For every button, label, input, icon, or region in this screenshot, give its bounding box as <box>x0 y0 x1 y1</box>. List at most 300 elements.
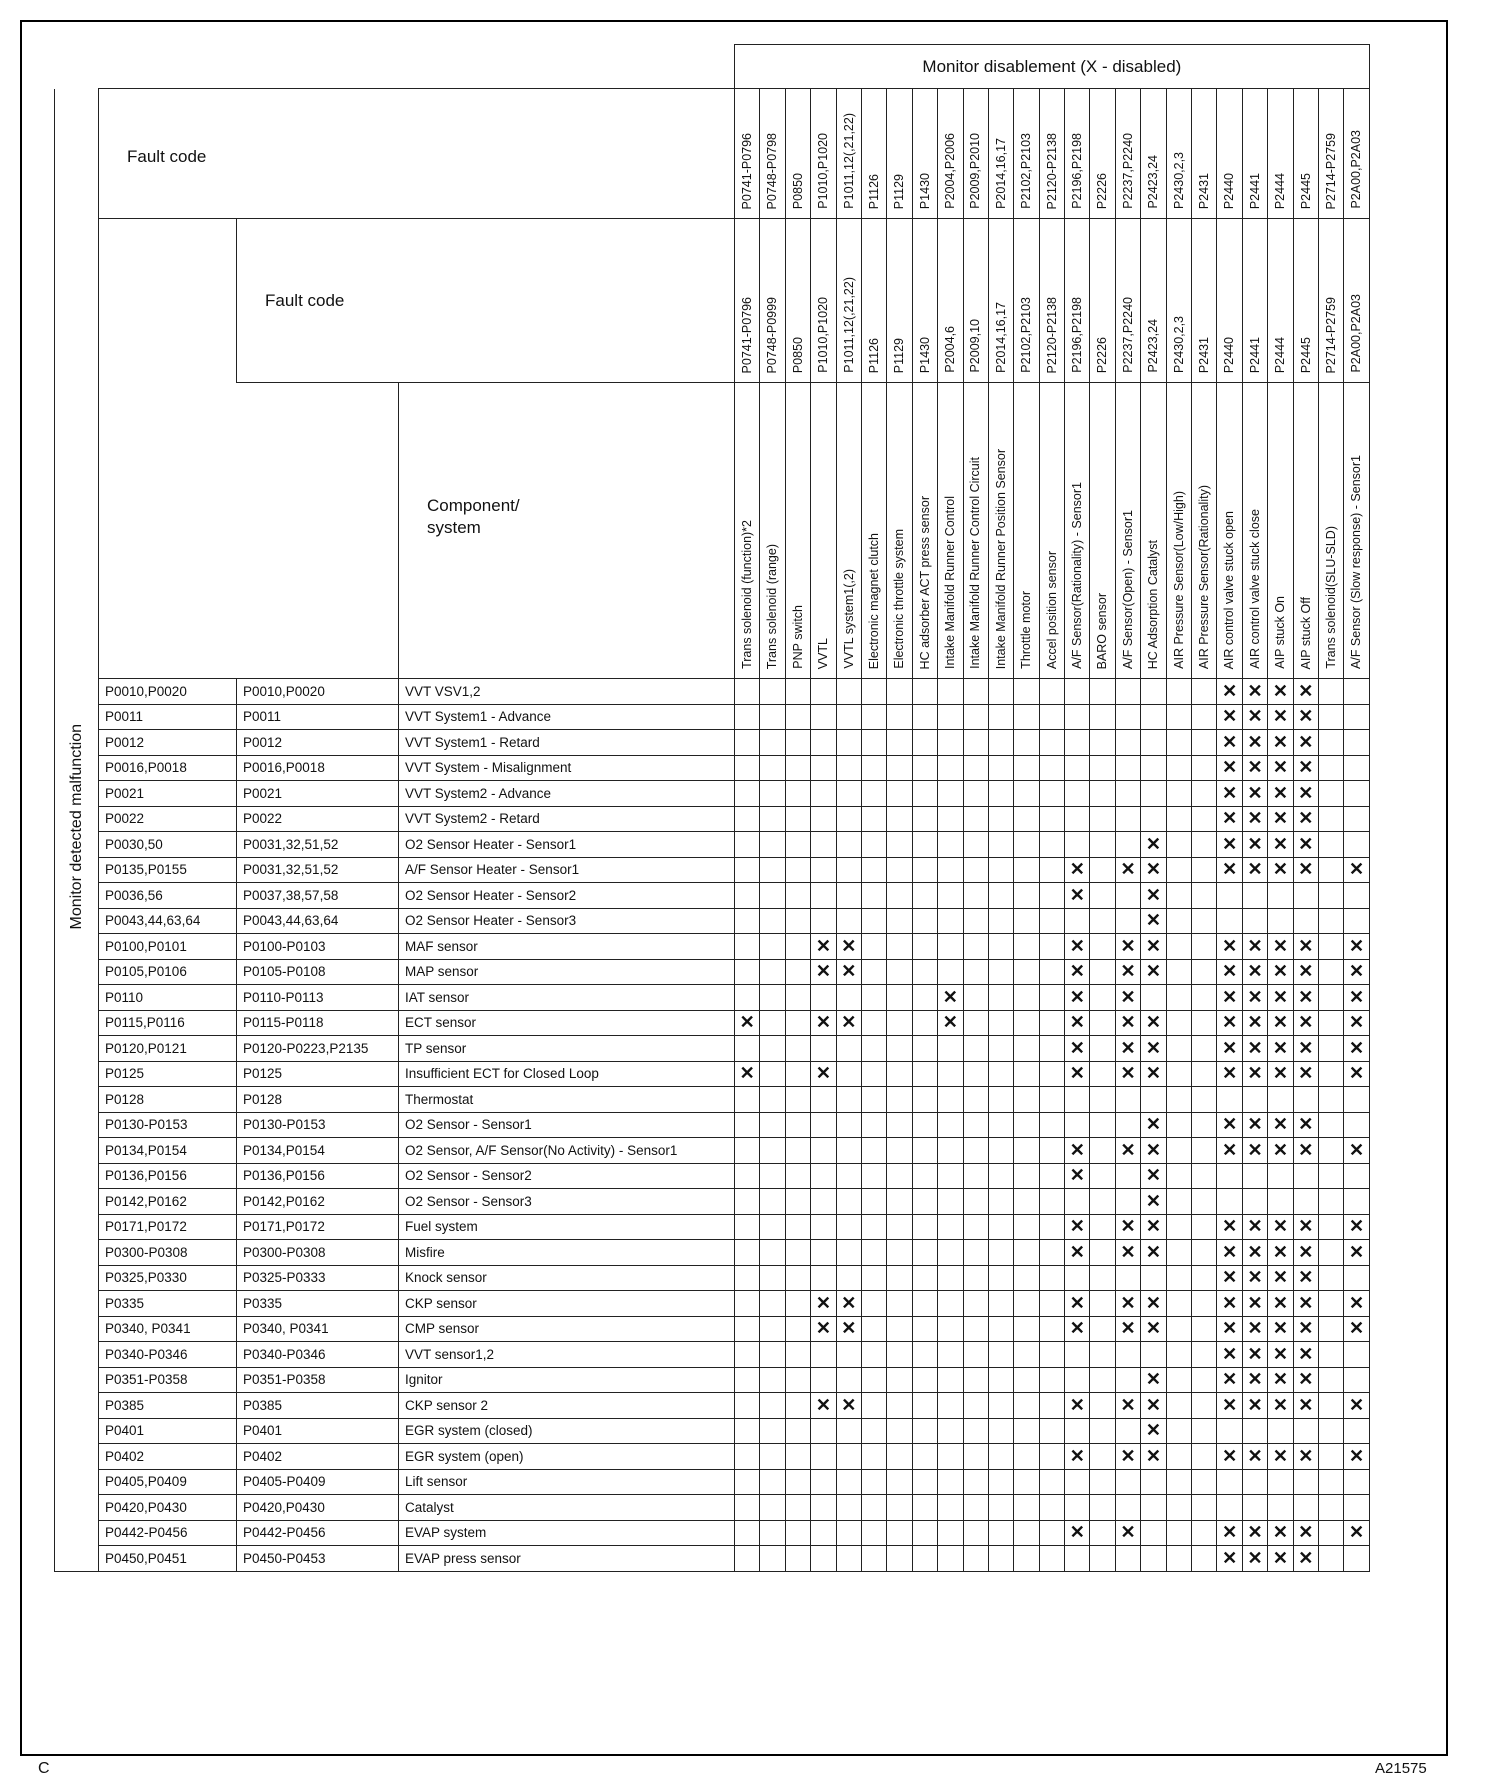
disabled-mark: ✕ <box>1217 985 1242 1011</box>
disabled-mark: ✕ <box>1268 832 1293 858</box>
empty-cell <box>1268 1163 1293 1189</box>
empty-cell <box>1141 1520 1166 1546</box>
empty-cell <box>1192 1087 1217 1113</box>
empty-cell <box>963 1520 988 1546</box>
empty-cell <box>912 883 937 909</box>
row-component: Catalyst <box>399 1495 735 1521</box>
disabled-mark: ✕ <box>1268 857 1293 883</box>
disabled-mark: ✕ <box>1242 1240 1267 1266</box>
empty-cell <box>887 1112 912 1138</box>
empty-cell <box>861 959 886 985</box>
empty-cell <box>938 1036 963 1062</box>
header-component: VVTL <box>816 637 831 669</box>
empty-cell <box>760 1342 785 1368</box>
disabled-mark: ✕ <box>1344 1036 1369 1062</box>
empty-cell <box>1192 832 1217 858</box>
empty-cell <box>861 1393 886 1419</box>
disabled-mark: ✕ <box>1242 1520 1267 1546</box>
empty-cell <box>912 806 937 832</box>
empty-cell <box>1115 1367 1140 1393</box>
empty-cell <box>1166 832 1191 858</box>
empty-cell <box>1090 1291 1115 1317</box>
empty-cell <box>1065 1546 1090 1572</box>
empty-cell <box>912 985 937 1011</box>
row-code1: P0012 <box>99 730 237 756</box>
empty-cell <box>963 704 988 730</box>
empty-cell <box>760 883 785 909</box>
empty-cell <box>912 1418 937 1444</box>
empty-cell <box>811 806 836 832</box>
row-component: Insufficient ECT for Closed Loop <box>399 1061 735 1087</box>
empty-cell <box>938 1469 963 1495</box>
row-component: TP sensor <box>399 1036 735 1062</box>
header-code2: P2004,6 <box>943 326 958 373</box>
empty-cell <box>1039 1061 1064 1087</box>
empty-cell <box>1014 934 1039 960</box>
empty-cell <box>1090 1265 1115 1291</box>
monitor-disablement-table <box>54 44 1370 1572</box>
disabled-mark: ✕ <box>836 1291 861 1317</box>
empty-cell <box>1115 1265 1140 1291</box>
disabled-mark: ✕ <box>1141 934 1166 960</box>
header-code1-cell <box>1293 89 1318 219</box>
disabled-mark: ✕ <box>1065 1010 1090 1036</box>
header-code2-cell <box>1192 219 1217 383</box>
disabled-mark: ✕ <box>1217 1367 1242 1393</box>
header-code2-cell <box>1039 219 1064 383</box>
empty-cell <box>1039 1444 1064 1470</box>
disabled-mark: ✕ <box>1268 1265 1293 1291</box>
empty-cell <box>811 679 836 705</box>
header-code1: P0741-P0796 <box>739 132 754 209</box>
empty-cell <box>988 1316 1013 1342</box>
empty-cell <box>963 1342 988 1368</box>
empty-cell <box>836 679 861 705</box>
empty-cell <box>1014 857 1039 883</box>
row-component: Lift sensor <box>399 1469 735 1495</box>
row-code1: P0011 <box>99 704 237 730</box>
empty-cell <box>811 1214 836 1240</box>
empty-cell <box>938 1087 963 1113</box>
header-component-cell <box>912 383 937 679</box>
empty-cell <box>836 1469 861 1495</box>
header-code1: P1010,P1020 <box>816 133 831 209</box>
row-component: VVT System1 - Advance <box>399 704 735 730</box>
header-code1: P2196,P2198 <box>1070 133 1085 209</box>
header-code2-cell <box>1065 219 1090 383</box>
empty-cell <box>1217 1495 1242 1521</box>
empty-cell <box>836 1112 861 1138</box>
disabled-mark: ✕ <box>1293 1393 1318 1419</box>
empty-cell <box>1192 883 1217 909</box>
empty-cell <box>1141 1469 1166 1495</box>
empty-cell <box>1192 1520 1217 1546</box>
empty-cell <box>1014 781 1039 807</box>
header-component: AIP stuck On <box>1273 596 1288 669</box>
empty-cell <box>912 1240 937 1266</box>
empty-cell <box>887 730 912 756</box>
empty-cell <box>1344 1087 1369 1113</box>
row-code2: P0136,P0156 <box>237 1163 399 1189</box>
empty-cell <box>785 1061 810 1087</box>
row-code2: P0012 <box>237 730 399 756</box>
disabled-mark: ✕ <box>1242 1342 1267 1368</box>
row-code2: P0340, P0341 <box>237 1316 399 1342</box>
empty-cell <box>785 908 810 934</box>
empty-cell <box>861 1418 886 1444</box>
empty-cell <box>1293 1087 1318 1113</box>
disabled-mark: ✕ <box>1293 781 1318 807</box>
empty-cell <box>887 908 912 934</box>
row-code2: P0011 <box>237 704 399 730</box>
empty-cell <box>836 1240 861 1266</box>
empty-cell <box>760 985 785 1011</box>
header-code1: P2014,16,17 <box>993 138 1008 209</box>
disabled-mark: ✕ <box>1293 1061 1318 1087</box>
empty-cell <box>963 1112 988 1138</box>
empty-cell <box>811 857 836 883</box>
empty-cell <box>1115 730 1140 756</box>
empty-cell <box>861 1469 886 1495</box>
empty-cell <box>1039 1469 1064 1495</box>
empty-cell <box>938 1189 963 1215</box>
empty-cell <box>1115 908 1140 934</box>
empty-cell <box>938 806 963 832</box>
empty-cell <box>887 1061 912 1087</box>
empty-cell <box>1014 1010 1039 1036</box>
empty-cell <box>988 934 1013 960</box>
disabled-mark: ✕ <box>1242 1265 1267 1291</box>
row-code2: P0351-P0358 <box>237 1367 399 1393</box>
row-code2: P0110-P0113 <box>237 985 399 1011</box>
table-row <box>55 1495 1370 1521</box>
empty-cell <box>963 1291 988 1317</box>
empty-cell <box>1166 1469 1191 1495</box>
component-label: Component/ system <box>399 383 735 679</box>
empty-cell <box>1166 1495 1191 1521</box>
empty-cell <box>1318 985 1343 1011</box>
disabled-mark: ✕ <box>1293 832 1318 858</box>
empty-cell <box>735 832 760 858</box>
disabled-mark: ✕ <box>1268 755 1293 781</box>
empty-cell <box>912 1469 937 1495</box>
empty-cell <box>988 1367 1013 1393</box>
empty-cell <box>912 755 937 781</box>
empty-cell <box>1065 1367 1090 1393</box>
disabled-mark: ✕ <box>1268 1061 1293 1087</box>
row-code2: P0043,44,63,64 <box>237 908 399 934</box>
disabled-mark: ✕ <box>1293 704 1318 730</box>
empty-cell <box>1014 1418 1039 1444</box>
disabled-mark: ✕ <box>1115 959 1140 985</box>
empty-cell <box>1318 1444 1343 1470</box>
empty-cell <box>735 1444 760 1470</box>
side-label: Monitor detected malfunction <box>67 724 85 930</box>
empty-cell <box>735 1112 760 1138</box>
empty-cell <box>1344 832 1369 858</box>
disabled-mark: ✕ <box>1141 1291 1166 1317</box>
empty-cell <box>1141 1087 1166 1113</box>
empty-cell <box>836 985 861 1011</box>
row-code1: P0340, P0341 <box>99 1316 237 1342</box>
header-component: AIP stuck Off <box>1298 596 1313 669</box>
disabled-mark: ✕ <box>1268 704 1293 730</box>
disabled-mark: ✕ <box>811 934 836 960</box>
empty-cell <box>1039 704 1064 730</box>
empty-cell <box>1318 1520 1343 1546</box>
disabled-mark: ✕ <box>1217 1138 1242 1164</box>
disabled-mark: ✕ <box>811 1010 836 1036</box>
row-code1: P0100,P0101 <box>99 934 237 960</box>
header-component-cell <box>1242 383 1267 679</box>
empty-cell <box>760 934 785 960</box>
row-component: EGR system (closed) <box>399 1418 735 1444</box>
empty-cell <box>1090 730 1115 756</box>
header-code2: P2423,24 <box>1146 319 1161 373</box>
disabled-mark: ✕ <box>1115 1010 1140 1036</box>
disabled-mark: ✕ <box>1141 908 1166 934</box>
header-code1-cell <box>1344 89 1369 219</box>
empty-cell <box>1014 1367 1039 1393</box>
empty-cell <box>1065 1469 1090 1495</box>
header-code1: P0748-P0798 <box>765 132 780 209</box>
empty-cell <box>785 934 810 960</box>
empty-cell <box>811 1495 836 1521</box>
empty-cell <box>1166 857 1191 883</box>
row-code2: P0010,P0020 <box>237 679 399 705</box>
empty-cell <box>785 1010 810 1036</box>
empty-cell <box>836 1138 861 1164</box>
empty-cell <box>735 1163 760 1189</box>
disabled-mark: ✕ <box>1242 985 1267 1011</box>
footer-figure-id: A21575 <box>1375 1760 1427 1777</box>
empty-cell <box>811 1418 836 1444</box>
row-component: IAT sensor <box>399 985 735 1011</box>
empty-cell <box>1293 1495 1318 1521</box>
empty-cell <box>887 1138 912 1164</box>
empty-cell <box>1090 1316 1115 1342</box>
header-component: AIR control valve stuck close <box>1247 509 1262 669</box>
empty-cell <box>735 1495 760 1521</box>
empty-cell <box>1014 1189 1039 1215</box>
empty-cell <box>836 781 861 807</box>
header-code2-cell <box>1344 219 1369 383</box>
empty-cell <box>887 1189 912 1215</box>
header-code2-cell <box>988 219 1013 383</box>
disabled-mark: ✕ <box>1141 1316 1166 1342</box>
header-code1: P2004,P2006 <box>943 133 958 209</box>
empty-cell <box>1192 908 1217 934</box>
empty-cell <box>1090 857 1115 883</box>
empty-cell <box>887 704 912 730</box>
disabled-mark: ✕ <box>1293 934 1318 960</box>
empty-cell <box>760 730 785 756</box>
empty-cell <box>811 1087 836 1113</box>
empty-cell <box>1115 1112 1140 1138</box>
empty-cell <box>1217 1087 1242 1113</box>
empty-cell <box>1192 1291 1217 1317</box>
empty-cell <box>1242 908 1267 934</box>
empty-cell <box>1039 959 1064 985</box>
empty-cell <box>1344 1342 1369 1368</box>
empty-cell <box>887 1265 912 1291</box>
empty-cell <box>988 1214 1013 1240</box>
table-row <box>55 1010 1370 1036</box>
disabled-mark: ✕ <box>1141 883 1166 909</box>
empty-cell <box>988 1138 1013 1164</box>
empty-cell <box>912 1291 937 1317</box>
header-code1: P2009,P2010 <box>968 133 983 209</box>
empty-cell <box>735 1214 760 1240</box>
disabled-mark: ✕ <box>1293 1010 1318 1036</box>
indent-blank-2 <box>99 383 237 679</box>
empty-cell <box>1318 857 1343 883</box>
row-component: CKP sensor 2 <box>399 1393 735 1419</box>
header-code2: P2444 <box>1273 336 1288 373</box>
disabled-mark: ✕ <box>1065 934 1090 960</box>
table-row <box>55 1240 1370 1266</box>
row-code1: P0036,56 <box>99 883 237 909</box>
table-row <box>55 1546 1370 1572</box>
empty-cell <box>1014 1087 1039 1113</box>
empty-cell <box>938 781 963 807</box>
row-code2: P0405-P0409 <box>237 1469 399 1495</box>
empty-cell <box>963 755 988 781</box>
table-row <box>55 1520 1370 1546</box>
disabled-mark: ✕ <box>1217 730 1242 756</box>
empty-cell <box>963 1367 988 1393</box>
empty-cell <box>760 704 785 730</box>
empty-cell <box>1039 908 1064 934</box>
row-code2: P0402 <box>237 1444 399 1470</box>
empty-cell <box>760 1061 785 1087</box>
table-row <box>55 1087 1370 1113</box>
empty-cell <box>912 1112 937 1138</box>
empty-cell <box>1166 1291 1191 1317</box>
table-row <box>55 1367 1370 1393</box>
empty-cell <box>1115 1087 1140 1113</box>
disabled-mark: ✕ <box>1268 1036 1293 1062</box>
header-code1-cell <box>760 89 785 219</box>
header-component-cell <box>963 383 988 679</box>
empty-cell <box>938 857 963 883</box>
header-component: HC Adsorption Catalyst <box>1146 539 1161 669</box>
row-component: ECT sensor <box>399 1010 735 1036</box>
empty-cell <box>1166 1138 1191 1164</box>
empty-cell <box>735 1189 760 1215</box>
row-code2: P0128 <box>237 1087 399 1113</box>
empty-cell <box>1065 1495 1090 1521</box>
empty-cell <box>836 755 861 781</box>
header-code1-cell <box>1166 89 1191 219</box>
disabled-mark: ✕ <box>1065 1316 1090 1342</box>
disabled-mark: ✕ <box>1115 1138 1140 1164</box>
empty-cell <box>760 1291 785 1317</box>
disabled-mark: ✕ <box>1217 1520 1242 1546</box>
empty-cell <box>836 1087 861 1113</box>
empty-cell <box>988 1444 1013 1470</box>
header-component: Throttle motor <box>1019 591 1034 669</box>
empty-cell <box>1014 908 1039 934</box>
row-component: O2 Sensor - Sensor1 <box>399 1112 735 1138</box>
empty-cell <box>1318 908 1343 934</box>
disabled-mark: ✕ <box>811 1393 836 1419</box>
empty-cell <box>1141 755 1166 781</box>
row-code2: P0031,32,51,52 <box>237 857 399 883</box>
empty-cell <box>1090 883 1115 909</box>
disabled-mark: ✕ <box>1217 1444 1242 1470</box>
header-code2-cell <box>1268 219 1293 383</box>
disabled-mark: ✕ <box>811 1316 836 1342</box>
empty-cell <box>760 1240 785 1266</box>
header-code2-cell <box>785 219 810 383</box>
empty-cell <box>988 1163 1013 1189</box>
table-row <box>55 1291 1370 1317</box>
empty-cell <box>735 781 760 807</box>
disabled-mark: ✕ <box>1293 1316 1318 1342</box>
empty-cell <box>861 1112 886 1138</box>
empty-cell <box>1192 1112 1217 1138</box>
empty-cell <box>785 1367 810 1393</box>
empty-cell <box>1268 1418 1293 1444</box>
header-code1-cell <box>938 89 963 219</box>
empty-cell <box>735 857 760 883</box>
header-code2: P0748-P0999 <box>765 296 780 373</box>
disabled-mark: ✕ <box>1217 1214 1242 1240</box>
empty-cell <box>988 1520 1013 1546</box>
disabled-mark: ✕ <box>1293 755 1318 781</box>
disabled-mark: ✕ <box>1065 1138 1090 1164</box>
empty-cell <box>1014 679 1039 705</box>
empty-cell <box>988 1036 1013 1062</box>
empty-cell <box>735 883 760 909</box>
empty-cell <box>1039 883 1064 909</box>
empty-cell <box>963 1087 988 1113</box>
row-code2: P0021 <box>237 781 399 807</box>
disabled-mark: ✕ <box>1293 1367 1318 1393</box>
empty-cell <box>760 781 785 807</box>
empty-cell <box>1014 1291 1039 1317</box>
empty-cell <box>963 1138 988 1164</box>
empty-cell <box>785 755 810 781</box>
disabled-mark: ✕ <box>1065 857 1090 883</box>
header-component-cell <box>887 383 912 679</box>
row-code1: P0442-P0456 <box>99 1520 237 1546</box>
disabled-mark: ✕ <box>1115 1520 1140 1546</box>
table-row <box>55 1214 1370 1240</box>
empty-cell <box>836 1342 861 1368</box>
empty-cell <box>1318 934 1343 960</box>
header-code2-cell <box>1217 219 1242 383</box>
empty-cell <box>836 832 861 858</box>
disabled-mark: ✕ <box>1217 1546 1242 1572</box>
empty-cell <box>963 1418 988 1444</box>
header-code1-cell <box>1192 89 1217 219</box>
empty-cell <box>1293 1163 1318 1189</box>
empty-cell <box>988 755 1013 781</box>
disabled-mark: ✕ <box>1293 1240 1318 1266</box>
empty-cell <box>1090 985 1115 1011</box>
empty-cell <box>1166 1393 1191 1419</box>
empty-cell <box>811 1444 836 1470</box>
disabled-mark: ✕ <box>1344 1316 1369 1342</box>
empty-cell <box>1318 730 1343 756</box>
empty-cell <box>861 1316 886 1342</box>
empty-cell <box>1318 806 1343 832</box>
empty-cell <box>1192 679 1217 705</box>
empty-cell <box>1192 1138 1217 1164</box>
header-code2: P2440 <box>1222 336 1237 373</box>
